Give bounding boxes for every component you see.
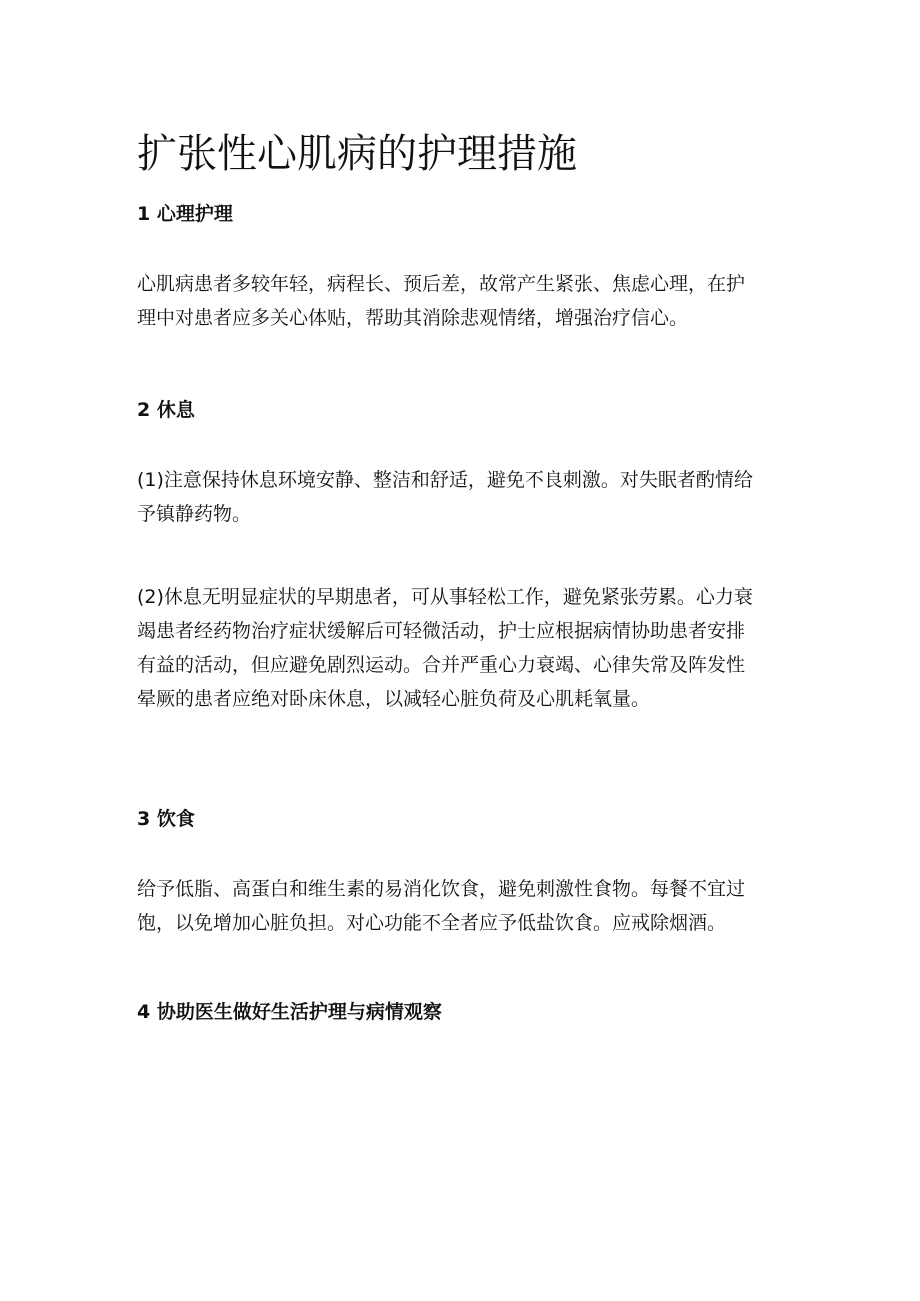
- document-title: 扩张性心肌病的护理措施: [137, 131, 577, 177]
- paragraph-rest-environment: [137, 463, 785, 531]
- paragraph-line: (1)注意保持休息环境安静、整洁和舒适，避免不良刺激。对失眠者酌情给: [137, 469, 753, 491]
- paragraph-line: 心肌病患者多较年轻，病程长、预后差，故常产生紧张、焦虑心理，在护: [137, 273, 746, 295]
- paragraph-line: 饱，以免增加心脏负担。对心功能不全者应予低盐饮食。应戒除烟酒。: [137, 912, 727, 934]
- paragraph-line: 有益的活动，但应避免剧烈运动。合并严重心力衰竭、心律失常及阵发性: [137, 654, 746, 676]
- paragraph-diet: [137, 872, 785, 940]
- section-heading-diet: 3 饮食: [137, 808, 195, 830]
- paragraph-line: 予镇静药物。: [137, 503, 252, 525]
- paragraph-line: 竭患者经药物治疗症状缓解后可轻微活动，护士应根据病情协助患者安排: [137, 620, 746, 642]
- document-page: [137, 0, 787, 1301]
- paragraph-line: 理中对患者应多关心体贴，帮助其消除悲观情绪，增强治疗信心。: [137, 307, 689, 329]
- section-heading-assist-doctor: 4 协助医生做好生活护理与病情观察: [137, 1001, 442, 1023]
- paragraph-line: 给予低脂、高蛋白和维生素的易消化饮食，避免刺激性食物。每餐不宜过: [137, 878, 746, 900]
- section-heading-psychological-care: 1 心理护理: [137, 203, 233, 225]
- paragraph-line: 晕厥的患者应绝对卧床休息，以减轻心脏负荷及心肌耗氧量。: [137, 688, 651, 710]
- paragraph-psychological-care: [137, 267, 785, 335]
- section-heading-rest: 2 休息: [137, 399, 195, 421]
- paragraph-line: (2)休息无明显症状的早期患者，可从事轻松工作，避免紧张劳累。心力衰: [137, 586, 753, 608]
- paragraph-rest-activity: [137, 580, 785, 716]
